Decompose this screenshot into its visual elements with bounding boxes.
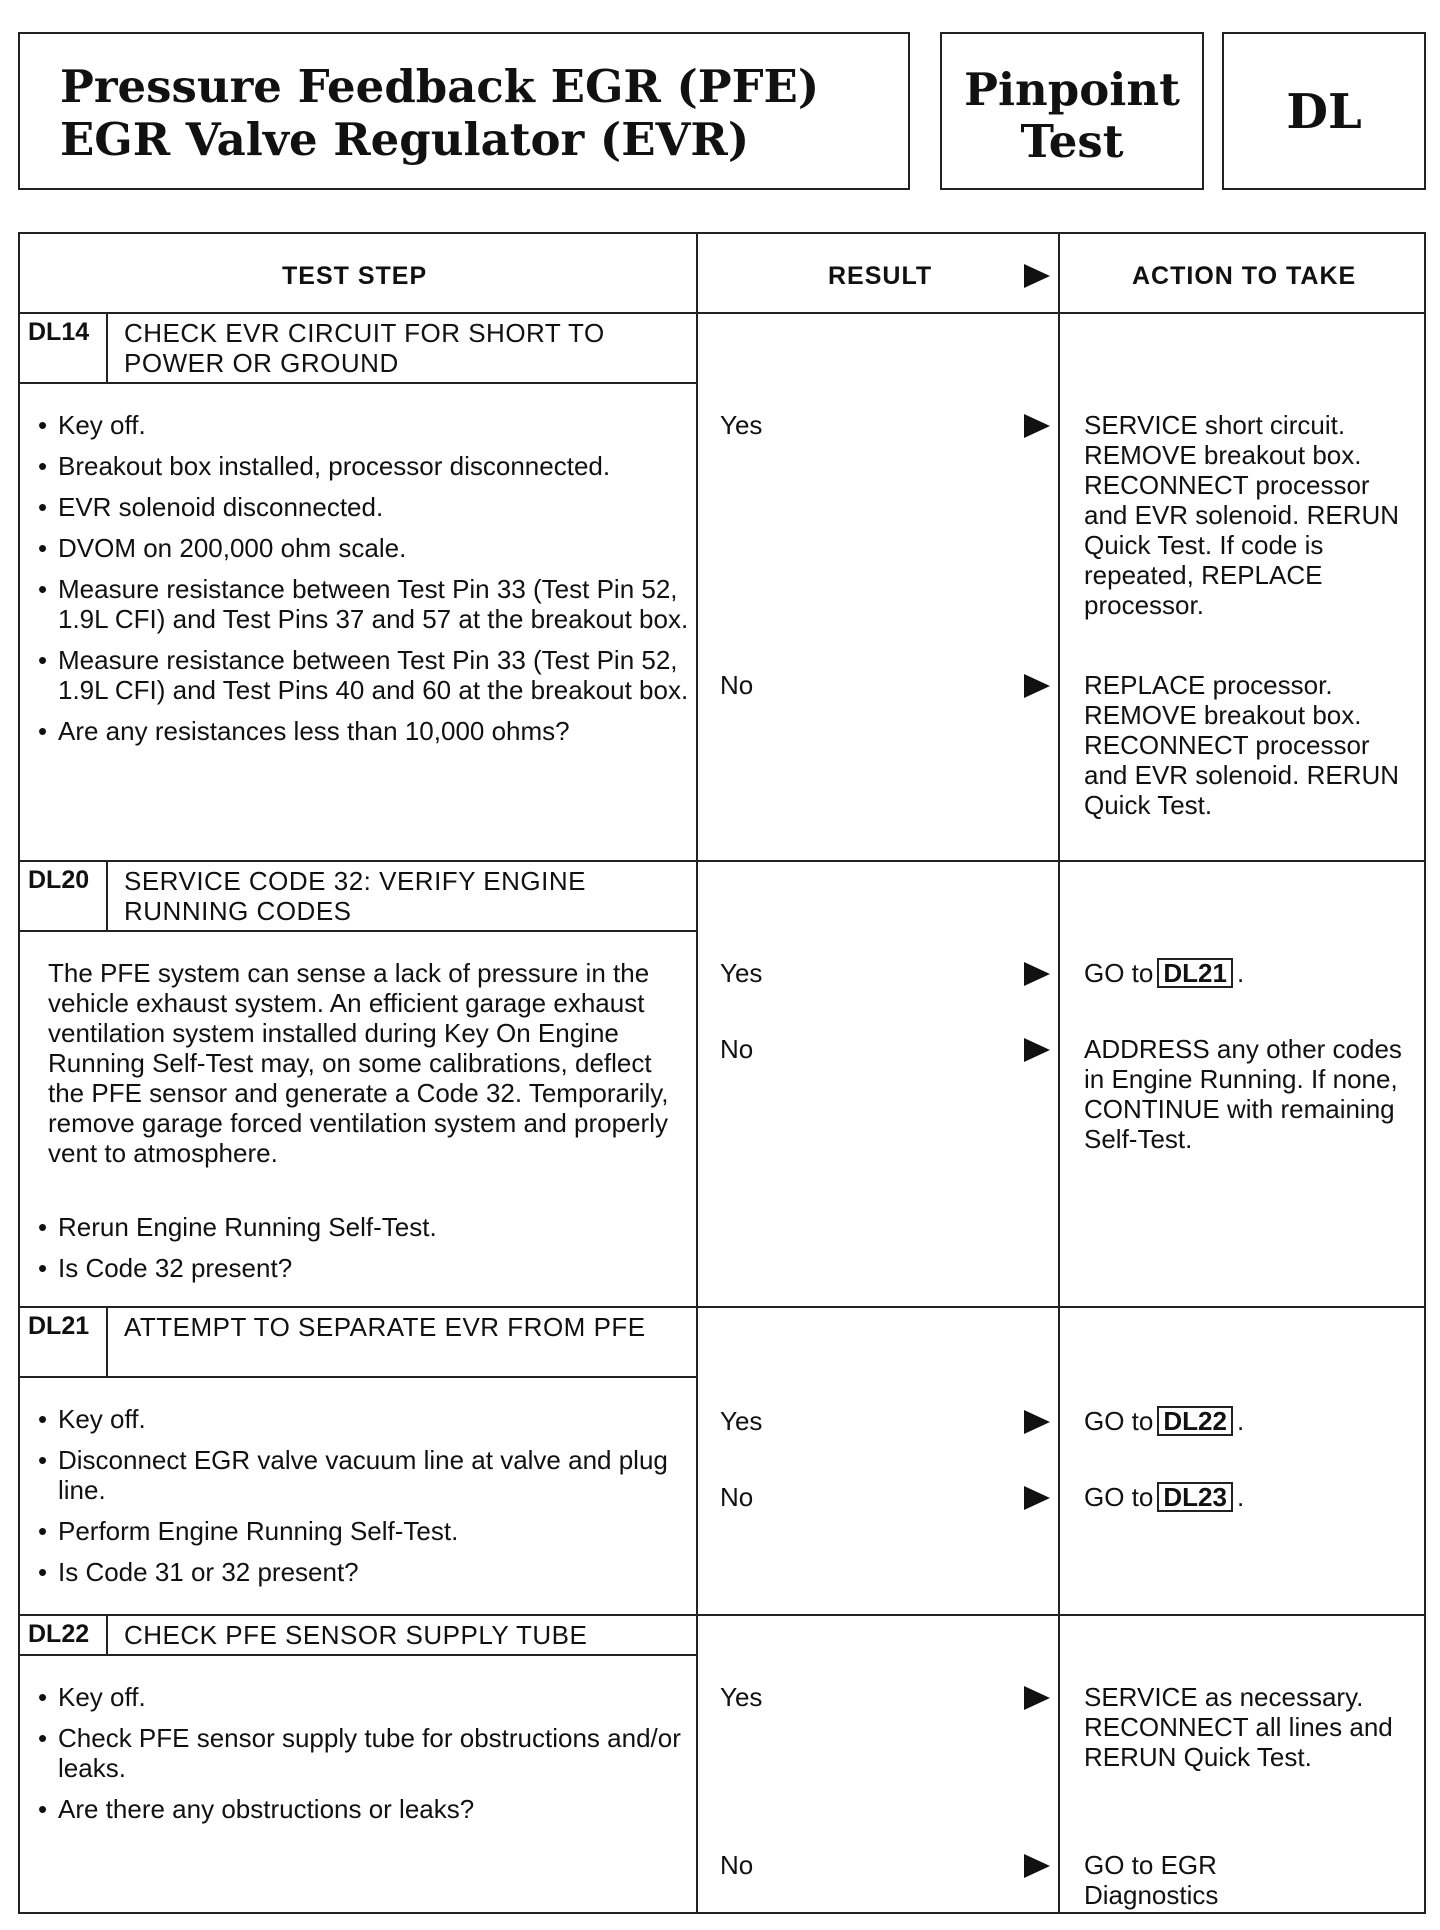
step-instructions-dl22	[30, 1682, 690, 1835]
list-item: • Key off.	[30, 1682, 690, 1712]
list-item: • Key off.	[30, 1404, 690, 1434]
list-item: • Key off.	[30, 410, 690, 440]
action-yes: GO to DL21 .	[1084, 958, 1245, 988]
result-no: No	[720, 670, 754, 700]
column-divider	[1058, 234, 1060, 1912]
list-item: • EVR solenoid disconnected.	[30, 492, 690, 522]
step-code: DL20	[20, 860, 108, 930]
list-item: • Measure resistance between Test Pin 33 (Test Pin 52, 1.9L CFI) and Test Pins 37 and 57 at the breakout box.	[30, 574, 690, 634]
list-item: • Disconnect EGR valve vacuum line at valve and plug line.	[30, 1445, 690, 1505]
arrow-right-icon	[1024, 1486, 1050, 1510]
title-line-1: Pressure Feedback EGR (PFE)	[60, 60, 820, 113]
step-instructions-dl21	[30, 1404, 690, 1598]
step-title: CHECK PFE SENSOR SUPPLY TUBE	[124, 1620, 588, 1650]
arrow-right-icon	[1024, 264, 1050, 288]
title-box	[18, 32, 910, 190]
step-header-dl21	[20, 1306, 696, 1378]
header-action: ACTION TO TAKE	[1132, 262, 1357, 290]
result-no: No	[720, 1482, 754, 1512]
step-title: CHECK EVR CIRCUIT FOR SHORT TO POWER OR GROUND	[124, 318, 605, 378]
step-instructions-dl14	[30, 410, 690, 757]
test-label: Test	[1020, 115, 1124, 168]
step-header-dl20	[20, 860, 696, 932]
result-no: No	[720, 1850, 754, 1880]
action-yes: SERVICE as necessary. RECONNECT all lines and RERUN Quick Test.	[1084, 1682, 1393, 1772]
arrow-right-icon	[1024, 1038, 1050, 1062]
step-header-dl22	[20, 1614, 696, 1656]
step-header-dl14	[20, 312, 696, 384]
result-yes: Yes	[720, 1682, 763, 1712]
step-title: SERVICE CODE 32: VERIFY ENGINE RUNNING CODES	[124, 866, 586, 926]
test-code-box	[1222, 32, 1426, 190]
arrow-right-icon	[1024, 674, 1050, 698]
list-item: • Check PFE sensor supply tube for obstructions and/or leaks.	[30, 1723, 690, 1783]
step-reference-link[interactable]: DL23	[1157, 1482, 1233, 1512]
step-title: ATTEMPT TO SEPARATE EVR FROM PFE	[124, 1312, 646, 1342]
step-code: DL14	[20, 312, 108, 382]
result-yes: Yes	[720, 410, 763, 440]
list-item: • Breakout box installed, processor disconnected.	[30, 451, 690, 481]
pinpoint-box	[940, 32, 1204, 190]
list-item: • Is Code 31 or 32 present?	[30, 1557, 690, 1587]
go-to-text: GO to	[1084, 1482, 1154, 1512]
arrow-right-icon	[1024, 1686, 1050, 1710]
header-test-step: TEST STEP	[282, 262, 428, 290]
action-yes: GO to DL22 .	[1084, 1406, 1245, 1436]
arrow-right-icon	[1024, 1854, 1050, 1878]
page-title	[60, 60, 819, 166]
action-yes: SERVICE short circuit. REMOVE breakout box. RECONNECT processor and EVR solenoid. RERUN Quick Test. If code is repeated, REPLACE processor.	[1084, 410, 1400, 620]
step-code: DL22	[20, 1614, 108, 1654]
title-line-2: EGR Valve Regulator (EVR)	[60, 113, 750, 166]
action-no: GO to EGR Diagnostics	[1084, 1850, 1219, 1910]
step-reference-link[interactable]: DL22	[1157, 1406, 1233, 1436]
list-item: • Is Code 32 present?	[30, 1253, 690, 1283]
result-yes: Yes	[720, 958, 763, 988]
list-item: • Are there any obstructions or leaks?	[30, 1794, 690, 1824]
arrow-right-icon	[1024, 962, 1050, 986]
pinpoint-label: Pinpoint	[964, 63, 1180, 116]
list-item: • DVOM on 200,000 ohm scale.	[30, 533, 690, 563]
column-divider	[696, 234, 698, 1912]
action-no: ADDRESS any other codes in Engine Running. If none, CONTINUE with remaining Self-Test.	[1084, 1034, 1402, 1154]
list-item: • Are any resistances less than 10,000 ohms?	[30, 716, 690, 746]
step-description-dl20: The PFE system can sense a lack of pressure in the vehicle exhaust system. An efficient garage exhaust ventilation system installed during Key On Engine Running Self-Test may, on some calibrations, deflect the PFE sensor and generate a Code 32. Temporarily, remove garage forced ventilation system and properly vent to atmosphere.	[48, 958, 669, 1168]
action-no: REPLACE processor. REMOVE breakout box. RECONNECT processor and EVR solenoid. RERUN Quick Test.	[1084, 670, 1400, 820]
list-item: • Perform Engine Running Self-Test.	[30, 1516, 690, 1546]
result-yes: Yes	[720, 1406, 763, 1436]
go-to-text: GO to	[1084, 958, 1154, 988]
test-table	[18, 232, 1426, 1914]
list-item: • Rerun Engine Running Self-Test.	[30, 1212, 690, 1242]
list-item: • Measure resistance between Test Pin 33 (Test Pin 52, 1.9L CFI) and Test Pins 40 and 60 at the breakout box.	[30, 645, 690, 705]
action-no: GO to DL23 .	[1084, 1482, 1245, 1512]
header-result: RESULT	[828, 262, 933, 290]
arrow-right-icon	[1024, 1410, 1050, 1434]
step-code: DL21	[20, 1306, 108, 1376]
test-code: DL	[1286, 84, 1362, 140]
arrow-right-icon	[1024, 414, 1050, 438]
step-reference-link[interactable]: DL21	[1157, 958, 1233, 988]
result-no: No	[720, 1034, 754, 1064]
step-instructions-dl20	[30, 1212, 690, 1294]
go-to-text: GO to	[1084, 1406, 1154, 1436]
